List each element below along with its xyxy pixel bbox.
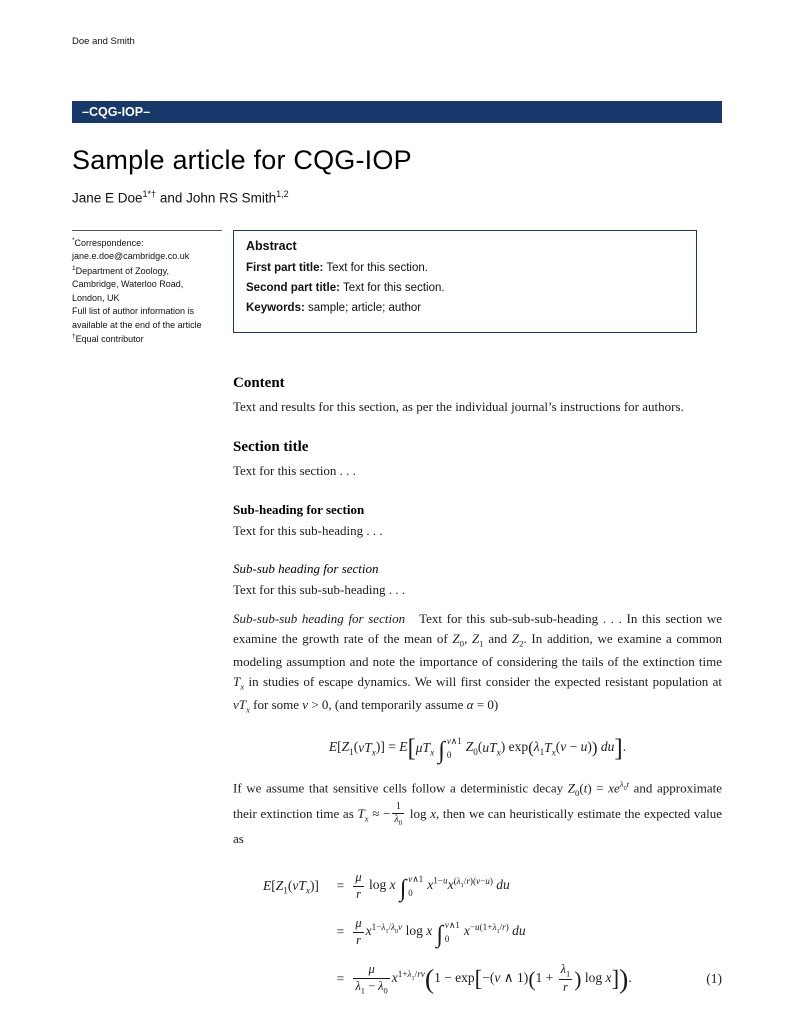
article-body (233, 375, 722, 1003)
equation-rhs: $\frac{\mu}{r}$ $x^{1-\lambda_1/\lambda_0v}$ log x ∫ v∧1 0 $x^{-u(1+\lambda_1/r)}$ du (355, 916, 526, 948)
equation-lhs: $E[Z_1(vT_x)]$ (263, 877, 319, 896)
affiliation-line: $^1$Department of Zoology, (72, 264, 170, 276)
display-equation: $E[Z_1(vT_x)] = E[\mu T_x$ ∫ v∧1 0 $Z_0(uT_x) \exp(\lambda_1T_x(v - u))$ du]. (328, 735, 627, 764)
equation-line (263, 955, 722, 1003)
abstract-label: Keywords: (246, 301, 305, 314)
subsubsection-heading: Sub-sub heading for section (233, 561, 379, 577)
running-header: Doe and Smith (72, 36, 135, 47)
aligned-equations (263, 863, 722, 1003)
abstract-second-part (246, 282, 684, 294)
abstract-text: Text for this section. (342, 281, 445, 294)
equation-rhs: $\frac{\mu}{r}$ log x ∫ v∧1 0 $x^{1-u}x^{(\lambda_1/r)(v-u)}$ du (355, 870, 510, 902)
equal-contributor-line: †Equal contributor (72, 333, 144, 344)
paragraph: Text for this sub-heading . . . (233, 522, 383, 538)
equals-sign: = (336, 971, 345, 987)
equation-line (263, 909, 722, 955)
section-heading-content: Content (233, 374, 285, 391)
equation-line (263, 863, 722, 909)
affiliation-line: Cambridge, Waterloo Road, (72, 279, 184, 289)
abstract-box (233, 230, 697, 333)
equals-sign: = (336, 878, 345, 894)
correspondence-line: *Correspondence: (72, 236, 144, 248)
correspondence-email: jane.e.doe@cambridge.co.uk (72, 251, 190, 261)
paragraph: If we assume that sensitive cells follow a deterministic decay $Z_0(t) = xe^{\lambda_0t}$ and approximate their extinction time as $T_x$ ≈ − $\frac{1}{\lambda_0}$ log x, then we can heuristically estimate the expected value as (233, 778, 722, 846)
correspondence-note (72, 230, 222, 347)
subsection-heading: Sub-heading for section (233, 501, 365, 517)
equation-number-empty (684, 863, 722, 909)
journal-banner: –CQG-IOP– (72, 101, 722, 123)
paragraph: Text for this sub-sub-heading . . . (233, 582, 406, 598)
paragraph-text: Text for this sub-sub-sub-heading . . . In this section we examine the growth rate of the mean of $Z_0$, $Z_1$ and $Z_2$. In addition, we examine a common modeling assumption and note the importance of considering the tails of the extinction time $T_x$ in studies of escape dynamics. We will first consider the expected resistant population at $vT_x$ for some v > 0, (and temporarily assume α = 0) (233, 610, 722, 715)
equation-number-empty (684, 909, 722, 955)
equation-number: (1) (706, 971, 722, 987)
equation-rhs: $\frac{\mu}{\lambda_1 - \lambda_0}$ $x^{1+\lambda_1/rv}(1 - \exp[-(v$ ∧ 1)(1 + $\frac{\lambda_1}{r}$ ) log x]). (355, 962, 632, 996)
byline-row (72, 230, 722, 347)
equals-sign: = (336, 924, 345, 940)
section-heading-title: Section title (233, 439, 309, 456)
abstract-heading: Abstract (246, 238, 297, 253)
abstract-text: sample; article; author (308, 301, 422, 314)
affiliation-line: London, UK (72, 292, 120, 303)
abstract-label: Second part title: (246, 281, 340, 294)
abstract-keywords (246, 302, 684, 314)
runin-paragraph (233, 609, 722, 718)
author-info-line: Full list of author information is (72, 306, 195, 316)
article-title: Sample article for CQG-IOP (72, 145, 412, 175)
abstract-label: First part title: (246, 261, 324, 274)
paragraph: Text for this section . . . (233, 463, 356, 479)
abstract-first-part (246, 262, 684, 274)
paragraph: Text and results for this section, as per the individual journal’s instructions for authors. (233, 398, 684, 414)
subsubsub-heading: Sub-sub-sub heading for section (233, 610, 406, 626)
author-info-line: available at the end of the article (72, 319, 202, 330)
authors-line: Jane E Doe$^{1*\dagger}$ and John RS Smith$^{1,2}$ (72, 189, 289, 206)
abstract-text: Text for this section. (326, 261, 428, 274)
